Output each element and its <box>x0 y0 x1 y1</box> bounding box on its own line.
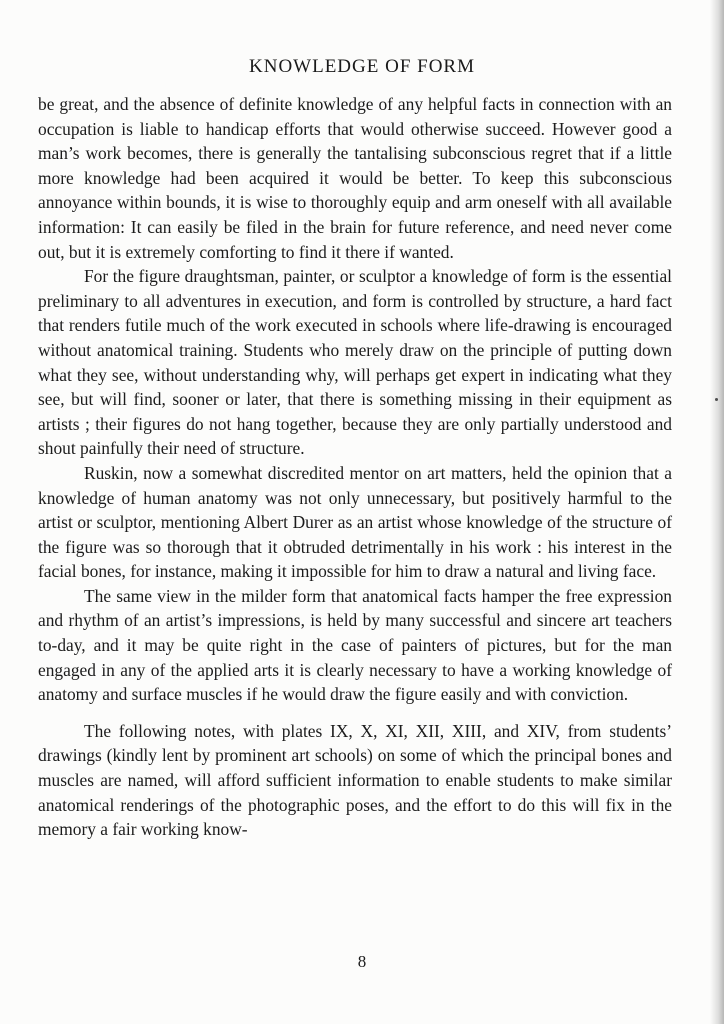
page-edge-shadow <box>710 0 724 1024</box>
paragraph-ruskin: Ruskin, now a somewhat discredited mentor on art matters, held the opinion that a knowledge of human anatomy was not only unnecessary, but positively harmful to the artist or sculptor, mentioning Albert Durer as an artist whose knowledge of the structure of the figure was so thorough that it obtruded detrimentally in his work : his interest in the facial bones, for instance, making it impossible for him to draw a natural and living face. <box>38 462 672 582</box>
page-number: 8 <box>357 952 367 971</box>
paragraph-figure-draughtsman: For the figure draughtsman, painter, or sculptor a knowledge of form is the essential preliminary to all adventures in execution, and form is controlled by structure, a hard fact that renders futile much of the work executed in schools where life-drawing is encouraged without anatomical training. Students who merely draw on the principle of putting down what they see, without understanding why, will perhaps get expert in indicating what they see, but will find, sooner or later, that there is something missing in their equipment as artists ; their figures do not hang together, because they are only partially understood and shout painfully their need of structure. <box>38 266 672 459</box>
body-text <box>38 92 672 842</box>
paragraph-milder-form: The same view in the milder form that anatomical facts hamper the free expression and rhythm of an artist’s impressions, is held by many successful and sincere art teachers to-day, and it may be quite right in the case of painters of pictures, but for the man engaged in any of the applied arts it is clearly necessary to have a working knowledge of anatomy and surface muscles if he would draw the figure easily and with conviction. <box>38 585 672 705</box>
paragraph-following-notes: The following notes, with plates IX, X, XI, XII, XIII, and XIV, from students’ drawings (kindly lent by prominent art schools) on some of which the principal bones and muscles are named, will afford sufficient information to enable students to make similar anatomical renderings of the photographic poses, and the effort to do this will fix in the memory a fair working know- <box>38 720 672 840</box>
running-head: KNOWLEDGE OF FORM <box>249 56 475 77</box>
paragraph-continuation: be great, and the absence of definite knowledge of any helpful facts in connection with an occupation is liable to handicap efforts that would otherwise succeed. However good a man’s work becomes, there is generally the tantalising subconscious regret that if a little more knowledge had been acquired it would be better. To keep this subconscious annoyance within bounds, it is wise to thoroughly equip and arm oneself with all available information: It can easily be filed in the brain for future reference, and need never come out, but it is extremely comforting to find it there if wanted. <box>38 94 672 262</box>
